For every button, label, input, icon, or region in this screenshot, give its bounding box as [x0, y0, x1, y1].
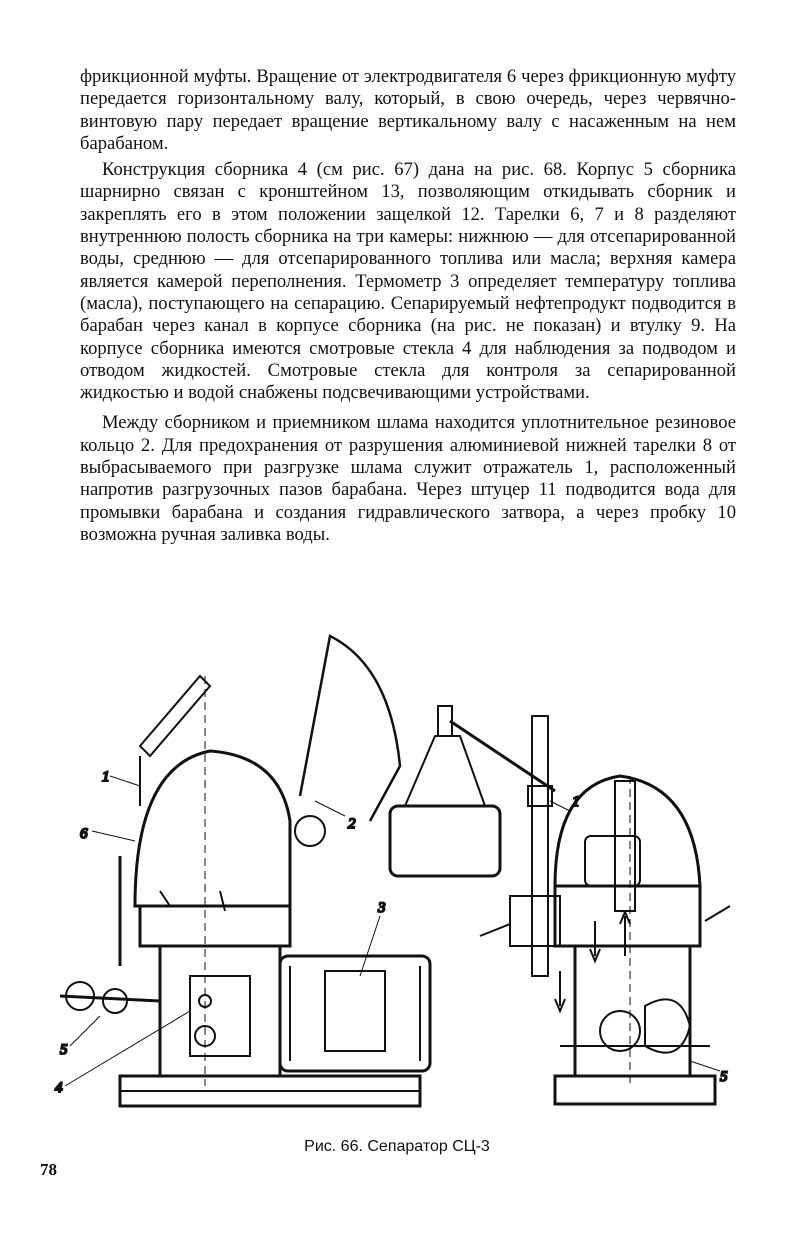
figure-label: 5: [720, 1069, 728, 1085]
figure-label: 3: [378, 900, 386, 916]
left-view: [60, 636, 430, 1106]
separator-figure: [40, 606, 760, 1126]
paragraph-3: Между сборником и приемником шлама находится уплотнительное резиновое кольцо 2. Для предохранения от разрушения алюминиевой нижней тарелки 8 от выбрасываемого при разгрузке шлама служит отражатель 1, расположенный напротив разгрузочных пазов барабана. Через штуцер 11 подводится вода для промывки барабана и создания гидравлического затвора, а через пробку 10 возможна ручная заливка воды.: [80, 412, 736, 545]
figure-label: 2: [348, 816, 356, 832]
page-number: 78: [40, 1160, 57, 1179]
figure-label: 1: [572, 794, 580, 810]
paragraph-2: Конструкция сборника 4 (см рис. 67) дана на рис. 68. Корпус 5 сборника шарнирно связан с кронштейном 13, позволяющим откидывать сборник и закреплять его в этом положении защелкой 12. Тарелки 6, 7 и 8 разделяют внутреннюю полость сборника на три камеры: нижнюю — для отсепарированной воды, среднюю — для отсепарированного топлива или масла; верхняя камера является камерой переполнения. Термометр 3 определяет температуру топлива (масла), поступающего на сепарацию. Сепарируемый нефтепродукт подводится в барабан через канал в корпусе сборника (на рис. не показан) и втулку 9. На корпусе сборника имеются смотровые стекла 4 для наблюдения за подводом и отводом жидкостей. Смотровые стекла для контроля за сепарированной жидкостью и водой снабжены подсвечивающими устройствами.: [80, 159, 736, 404]
body-text: [80, 66, 736, 546]
right-view: [390, 706, 730, 1104]
figure-label: 1: [102, 769, 110, 785]
separator-drawing: [40, 606, 760, 1126]
figure-label: 6: [80, 826, 88, 842]
figure-label: 4: [55, 1080, 63, 1096]
figure-caption: Рис. 66. Сепаратор СЦ-3: [304, 1138, 490, 1155]
figure-label: 5: [60, 1042, 68, 1058]
paragraph-1: фрикционной муфты. Вращение от электродвигателя 6 через фрикционную муфту передается горизонтальному валу, который, в свою очередь, через червячно-винтовую пару передает вращение вертикальному валу с насаженным на нем барабаном.: [80, 66, 736, 154]
